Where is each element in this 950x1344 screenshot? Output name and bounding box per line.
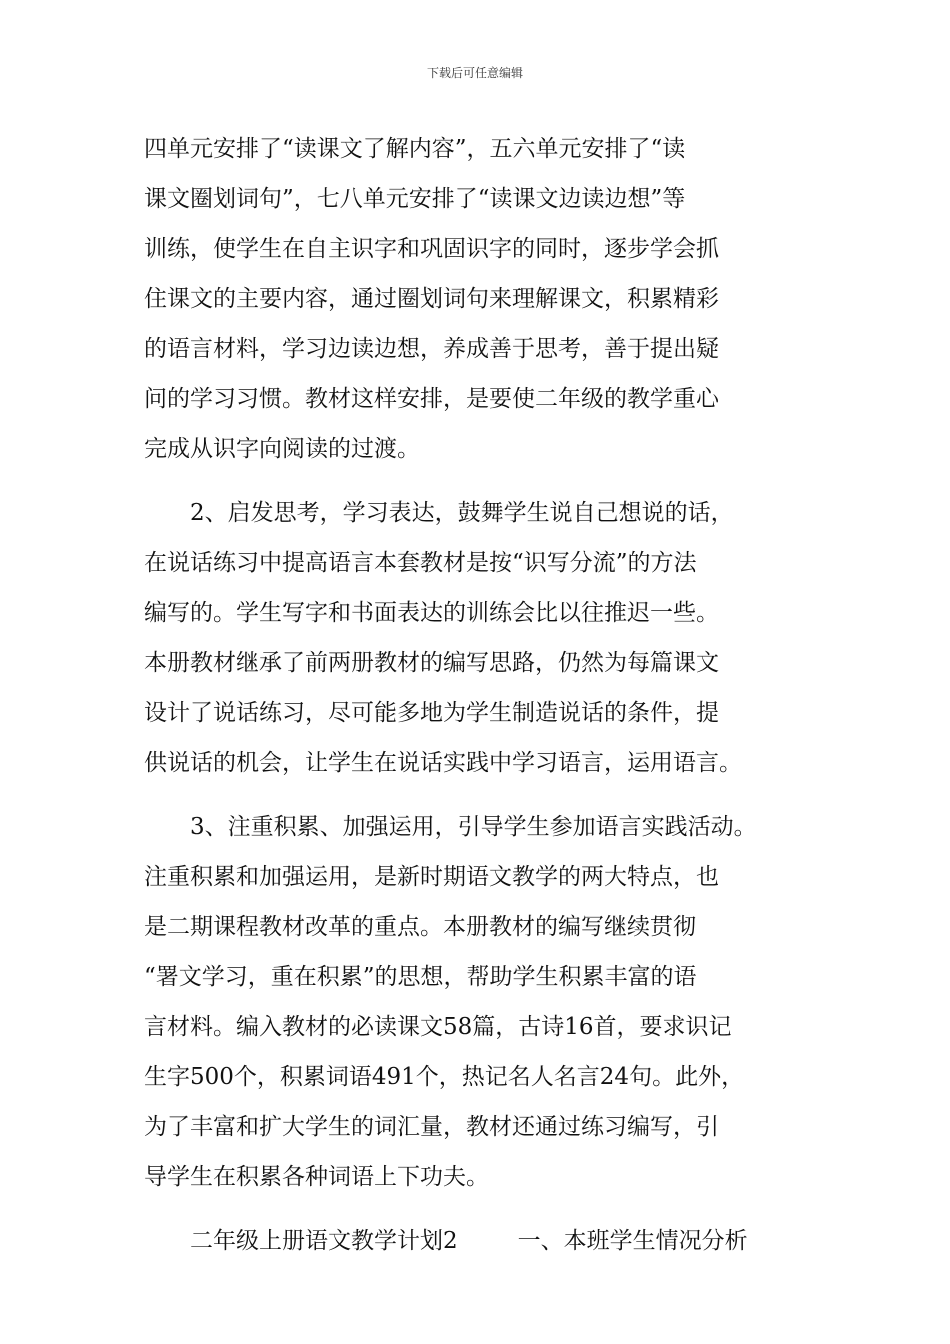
paragraph-1 (144, 124, 816, 474)
text-line: 生字500个，积累词语491个，热记名人名言24句。此外， (144, 1064, 745, 1090)
plan-title: 二年级上册语文教学计划2 (190, 1228, 458, 1254)
text-line: 设计了说话练习，尽可能多地为学生制造说话的条件，提 (144, 700, 719, 726)
text-line: 本册教材继承了前两册教材的编写思路，仍然为每篇课文 (144, 650, 719, 676)
text-line: 言材料。编入教材的必读课文58篇，古诗16首，要求识记 (144, 1014, 732, 1040)
text-line: 供说话的机会，让学生在说话实践中学习语言，运用语言。 (144, 750, 742, 776)
paragraph-3 (144, 802, 816, 1202)
closing-line (144, 1216, 816, 1266)
text-line: 住课文的主要内容，通过圈划词句来理解课文，积累精彩 (144, 286, 719, 312)
text-line: 是二期课程教材改革的重点。本册教材的编写继续贯彻 (144, 914, 696, 940)
text-line: 四单元安排了“读课文了解内容”，五六单元安排了“读 (144, 136, 686, 162)
text-line: 3、注重积累、加强运用，引导学生参加语言实践活动。 (190, 814, 757, 840)
page-header: 下载后可任意编辑 (426, 66, 523, 80)
text-line: 的语言材料，学习边读边想，养成善于思考，善于提出疑 (144, 336, 719, 362)
section-heading: 一、本班学生情况分析 (517, 1228, 748, 1254)
paragraph-2 (144, 488, 816, 788)
text-line: 在说话练习中提高语言本套教材是按“识写分流”的方法 (144, 550, 697, 576)
text-line: 编写的。学生写字和书面表达的训练会比以往推迟一些。 (144, 600, 719, 626)
text-line: 问的学习习惯。教材这样安排，是要使二年级的教学重心 (144, 386, 719, 412)
text-line: 注重积累和加强运用，是新时期语文教学的两大特点，也 (144, 864, 719, 890)
text-line: 为了丰富和扩大学生的词汇量，教材还通过练习编写，引 (144, 1114, 719, 1140)
text-line: 导学生在积累各种词语上下功夫。 (144, 1164, 489, 1190)
text-line: 课文圈划词句”，七八单元安排了“读课文边读边想”等 (144, 186, 686, 212)
text-line: 训练，使学生在自主识字和巩固识字的同时，逐步学会抓 (144, 236, 719, 262)
text-line: 2、启发思考，学习表达，鼓舞学生说自己想说的话， (190, 500, 734, 526)
document-body (144, 124, 816, 1266)
text-line: 完成从识字向阅读的过渡。 (144, 436, 420, 462)
text-line: “署文学习，重在积累”的思想，帮助学生积累丰富的语 (144, 964, 697, 990)
